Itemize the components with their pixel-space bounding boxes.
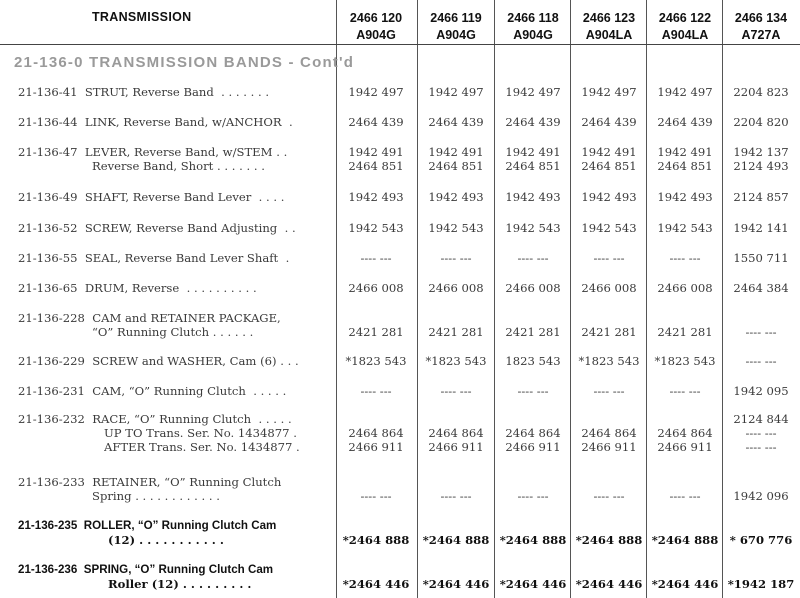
part-number-cell: *1823 543 [578, 354, 640, 368]
part-number-cell: 2464 851 [428, 159, 484, 173]
column-header [338, 10, 414, 44]
part-number-cell: *2464 888 [575, 533, 643, 547]
part-number-cell: 2466 008 [348, 281, 404, 295]
part-number-cell: 2464 864 [657, 426, 713, 440]
part-number-cell: ---- --- [360, 251, 392, 265]
part-description: 21-136-41 STRUT, Reverse Band . . . . . . . [18, 85, 270, 99]
part-number-cell: 2464 851 [505, 159, 561, 173]
part-number-cell: ---- --- [440, 384, 472, 398]
part-number-cell: 2464 439 [428, 115, 484, 129]
part-number-cell: 1942 491 [657, 145, 713, 159]
part-number-cell: ---- --- [440, 251, 472, 265]
part-description-continued: UP TO Trans. Ser. No. 1434877 . [104, 426, 297, 440]
column-part-number: 2466 119 [430, 11, 482, 25]
section-title: 21-136-0 TRANSMISSION BANDS - Cont'd [14, 54, 355, 71]
part-number-cell: ---- --- [517, 384, 549, 398]
column-header [418, 10, 494, 44]
part-number-cell: ---- --- [517, 489, 549, 503]
part-number-cell: *1823 543 [654, 354, 716, 368]
part-number-cell: ---- --- [593, 251, 625, 265]
column-part-number: 2466 118 [507, 11, 559, 25]
part-number-cell: *2464 888 [499, 533, 567, 547]
part-number-cell: 2421 281 [657, 325, 713, 339]
part-description: 21-136-236 SPRING, “O” Running Clutch Cam [18, 563, 274, 576]
part-number-cell: 2466 911 [581, 440, 637, 454]
column-model: A904G [356, 28, 396, 42]
column-header [495, 10, 571, 44]
column-header [571, 10, 647, 44]
part-number-cell: ---- --- [593, 384, 625, 398]
part-description: 21-136-49 SHAFT, Reverse Band Lever . . . . [18, 190, 285, 204]
part-number-cell: 1550 711 [733, 251, 789, 265]
part-number-cell: 2464 864 [505, 426, 561, 440]
part-number-cell: *2464 888 [422, 533, 490, 547]
part-number-cell: *2464 888 [342, 533, 410, 547]
column-header [647, 10, 723, 44]
part-number-cell: 2464 851 [581, 159, 637, 173]
part-number-cell: *2464 446 [651, 577, 719, 591]
part-number-cell: 1942 543 [428, 221, 484, 235]
part-number-cell: 2464 384 [733, 281, 789, 295]
part-description: 21-136-229 SCREW and WASHER, Cam (6) . . . [18, 354, 299, 368]
part-description: 21-136-235 ROLLER, “O” Running Clutch Cam [18, 519, 277, 532]
part-number-cell: 1942 491 [428, 145, 484, 159]
column-part-number: 2466 122 [658, 11, 712, 25]
part-description: 21-136-228 CAM and RETAINER PACKAGE, [18, 311, 281, 325]
part-number-cell: 1942 493 [428, 190, 484, 204]
header-rule [0, 44, 800, 45]
column-divider [336, 0, 337, 598]
part-number-cell: 1942 095 [733, 384, 789, 398]
part-description-continued: Reverse Band, Short . . . . . . . [92, 159, 265, 173]
part-number-cell: 2464 439 [581, 115, 637, 129]
part-number-cell: 2466 008 [428, 281, 484, 295]
part-number-cell: ---- --- [360, 489, 392, 503]
part-number-cell: 1823 543 [505, 354, 561, 368]
part-number-cell: *2464 446 [342, 577, 410, 591]
part-number-cell: ---- --- [517, 251, 549, 265]
part-number-cell: ---- --- [745, 426, 777, 440]
column-model: A727A [741, 28, 781, 42]
part-number-cell: *2464 446 [499, 577, 567, 591]
table-header-title: TRANSMISSION [92, 10, 192, 24]
part-number-cell: 2466 911 [348, 440, 404, 454]
part-number-cell: 2421 281 [581, 325, 637, 339]
column-header [723, 10, 799, 44]
part-number-cell: 1942 137 [733, 145, 789, 159]
part-description: 21-136-55 SEAL, Reverse Band Lever Shaft . [18, 251, 290, 265]
part-number-cell: 1942 543 [505, 221, 561, 235]
part-description-continued: AFTER Trans. Ser. No. 1434877 . [104, 440, 300, 454]
part-number-cell: 2464 864 [581, 426, 637, 440]
column-model: A904G [513, 28, 553, 42]
part-number-cell: ---- --- [745, 354, 777, 368]
part-number-cell: 2466 911 [657, 440, 713, 454]
part-number-cell: 1942 491 [581, 145, 637, 159]
part-number-cell: 1942 493 [348, 190, 404, 204]
part-number-cell: ---- --- [440, 489, 472, 503]
part-description: 21-136-233 RETAINER, “O” Running Clutch [18, 475, 282, 489]
column-model: A904G [436, 28, 476, 42]
part-description: 21-136-231 CAM, “O” Running Clutch . . . . . [18, 384, 287, 398]
part-number-cell: *2464 446 [575, 577, 643, 591]
part-number-cell: 2466 911 [505, 440, 561, 454]
part-number-cell: 1942 497 [581, 85, 637, 99]
part-description-continued: (12) . . . . . . . . . . . [108, 533, 224, 547]
part-number-cell: 2464 439 [348, 115, 404, 129]
part-number-cell: 2124 493 [733, 159, 789, 173]
part-description-continued: Spring . . . . . . . . . . . . [92, 489, 220, 503]
part-number-cell: ---- --- [593, 489, 625, 503]
part-number-cell: *1942 187 [727, 577, 795, 591]
part-number-cell: *2464 446 [422, 577, 490, 591]
part-description: 21-136-52 SCREW, Reverse Band Adjusting . . [18, 221, 296, 235]
part-number-cell: 2204 823 [733, 85, 789, 99]
part-number-cell: 2466 911 [428, 440, 484, 454]
part-number-cell: *1823 543 [425, 354, 487, 368]
part-number-cell: 1942 543 [581, 221, 637, 235]
part-description-continued: “O” Running Clutch . . . . . . [92, 325, 254, 339]
part-number-cell: *1823 543 [345, 354, 407, 368]
part-number-cell: ---- --- [669, 384, 701, 398]
part-number-cell: 2124 857 [733, 190, 789, 204]
part-number-cell: 1942 543 [348, 221, 404, 235]
part-description: 21-136-65 DRUM, Reverse . . . . . . . . . . [18, 281, 257, 295]
part-number-cell: ---- --- [669, 251, 701, 265]
part-number-cell: 2464 439 [505, 115, 561, 129]
part-number-cell: 2421 281 [348, 325, 404, 339]
part-number-cell: ---- --- [669, 489, 701, 503]
part-number-cell: 2466 008 [657, 281, 713, 295]
part-number-cell: 2421 281 [505, 325, 561, 339]
part-number-cell: 1942 493 [657, 190, 713, 204]
column-part-number: 2466 123 [582, 11, 636, 25]
part-number-cell: 1942 497 [348, 85, 404, 99]
part-number-cell: ---- --- [360, 384, 392, 398]
part-number-cell: *2464 888 [651, 533, 719, 547]
column-part-number: 2466 120 [349, 11, 403, 25]
part-number-cell: 1942 497 [505, 85, 561, 99]
part-number-cell: 2124 844 [733, 412, 789, 426]
part-number-cell: 1942 497 [428, 85, 484, 99]
column-model: A904LA [585, 28, 633, 42]
part-number-cell: 2464 851 [657, 159, 713, 173]
part-number-cell: 2464 864 [428, 426, 484, 440]
part-number-cell: 1942 497 [657, 85, 713, 99]
part-number-cell: 2466 008 [581, 281, 637, 295]
part-number-cell: 2464 851 [348, 159, 404, 173]
part-description: 21-136-44 LINK, Reverse Band, w/ANCHOR . [18, 115, 293, 129]
part-number-cell: 2421 281 [428, 325, 484, 339]
column-model: A904LA [661, 28, 709, 42]
part-number-cell: 1942 491 [505, 145, 561, 159]
part-number-cell: 1942 096 [733, 489, 789, 503]
part-description-continued: Roller (12) . . . . . . . . . [108, 577, 252, 591]
part-number-cell: 2464 439 [657, 115, 713, 129]
part-number-cell: 2464 864 [348, 426, 404, 440]
part-description: 21-136-232 RACE, “O” Running Clutch . . . . . [18, 412, 292, 426]
part-description: 21-136-47 LEVER, Reverse Band, w/STEM . . [18, 145, 288, 159]
part-number-cell: 1942 141 [733, 221, 789, 235]
part-number-cell: * 670 776 [729, 533, 793, 547]
part-number-cell: 1942 493 [505, 190, 561, 204]
part-number-cell: 1942 543 [657, 221, 713, 235]
part-number-cell: 1942 491 [348, 145, 404, 159]
part-number-cell: ---- --- [745, 325, 777, 339]
part-number-cell: 2204 820 [733, 115, 789, 129]
part-number-cell: 1942 493 [581, 190, 637, 204]
part-number-cell: ---- --- [745, 440, 777, 454]
part-number-cell: 2466 008 [505, 281, 561, 295]
column-part-number: 2466 134 [734, 11, 788, 25]
